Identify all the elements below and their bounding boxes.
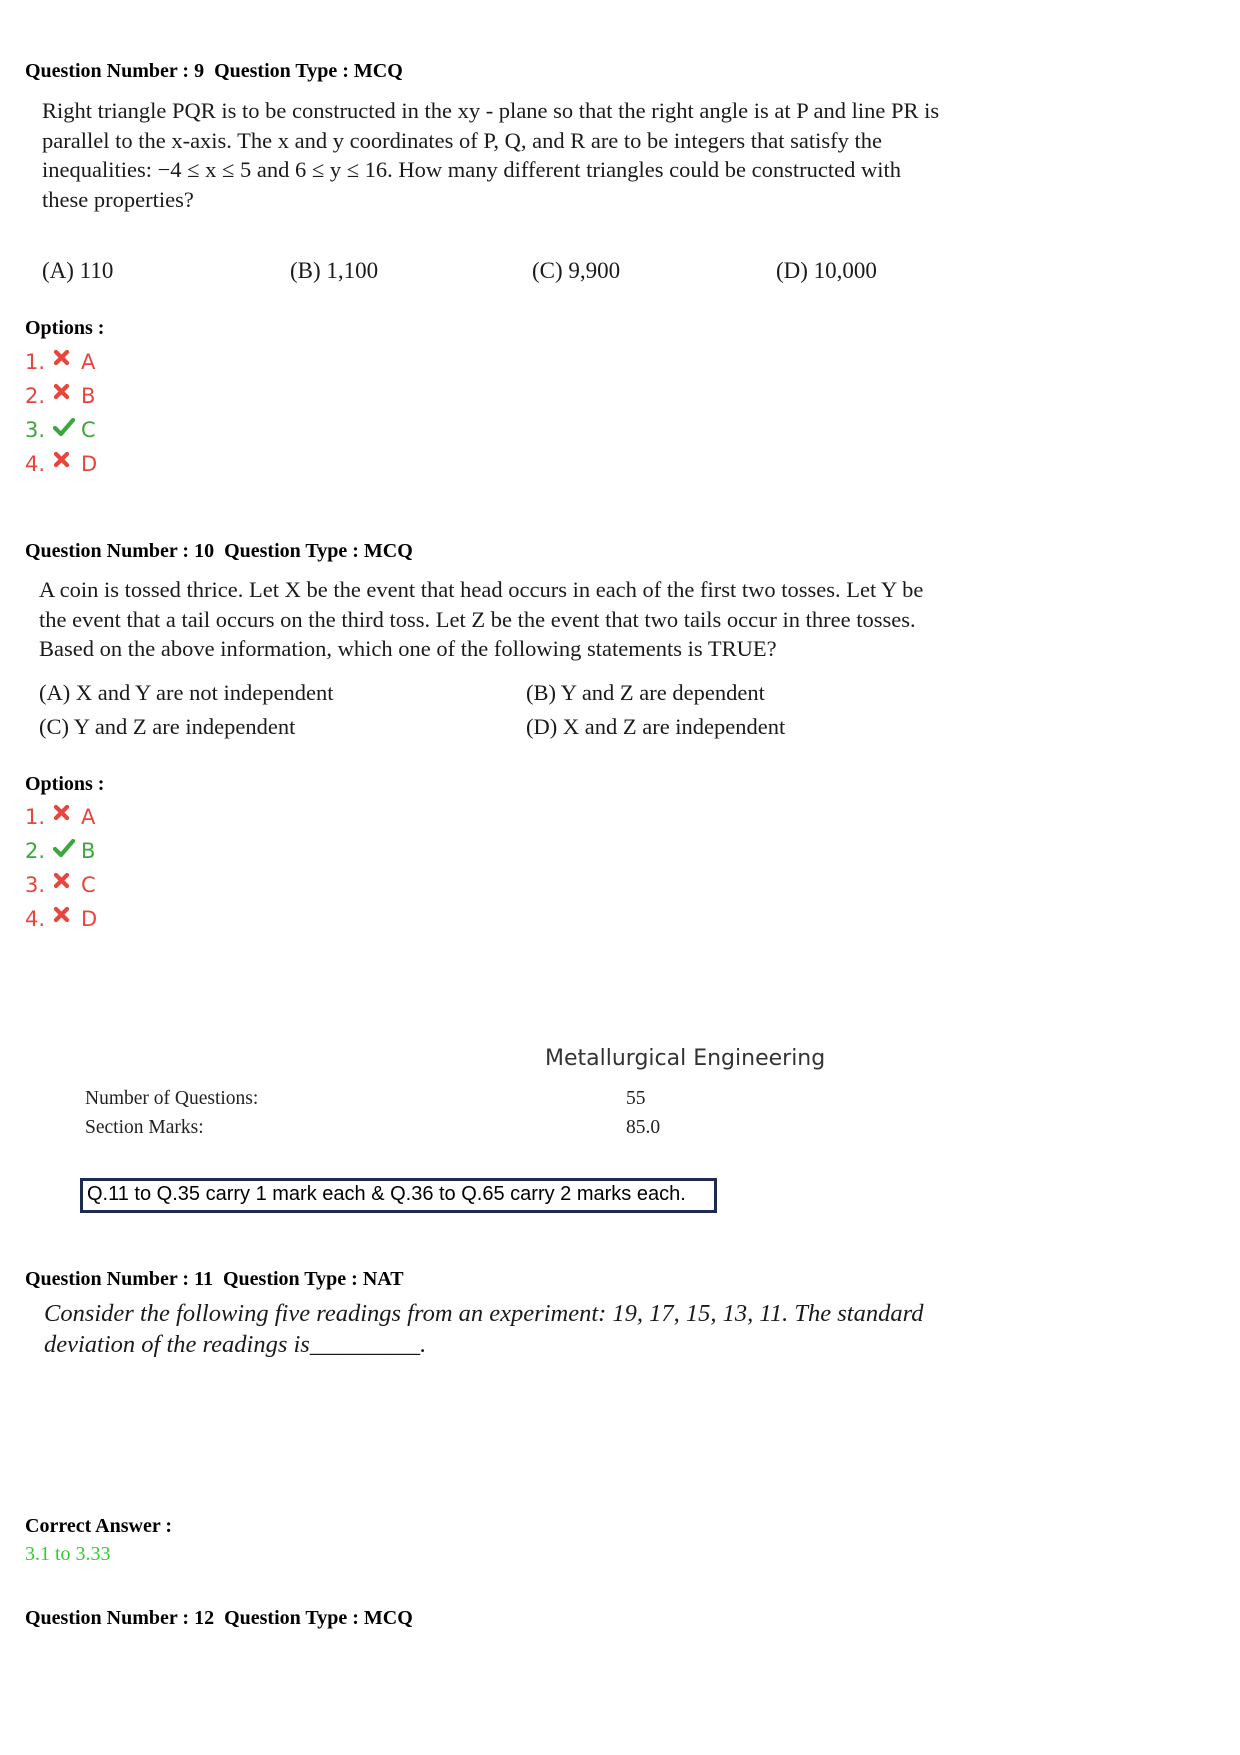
question-text-line: Consider the following five readings from an experiment: 19, 17, 15, 13, 11. The standard [44,1300,924,1327]
option-letter: A [81,805,96,829]
marks-notice: Q.11 to Q.35 carry 1 mark each & Q.36 to Q.65 carry 2 marks each. [80,1178,717,1213]
question-text-line: deviation of the readings is_________. [44,1331,427,1358]
question-text-line: parallel to the x-axis. The x and y coordinates of P, Q, and R are to be integers that satisfy the [42,127,882,153]
options-list [25,345,97,481]
question-11-text [44,1298,923,1360]
choice-a: (A) X and Y are not independent [39,680,334,705]
cross-icon [53,449,77,479]
option-row[interactable] [25,902,97,936]
question-12-header [25,1607,413,1630]
choice-b: (B) Y and Z are dependent [526,680,765,705]
question-10-text [39,575,923,664]
option-number: 1. [25,805,46,829]
options-label: Options : [25,773,105,795]
question-type: Question Type : NAT [222,1268,404,1290]
choice-c: (C) 9,900 [532,258,621,283]
question-text-line: Right triangle PQR is to be constructed in the xy - plane so that the right angle is at P and line PR is [42,98,940,123]
correct-answer-label: Correct Answer : [25,1515,172,1537]
choice-d: (D) X and Z are independent [526,714,786,739]
question-type: Question Type : MCQ [224,1607,413,1629]
option-number: 1. [25,350,46,374]
option-letter: D [81,452,98,476]
option-row[interactable] [25,800,97,834]
option-row[interactable] [25,379,97,413]
choice-a: (A) 110 [42,258,114,283]
question-text-line: these properties? [42,186,194,212]
options-list [25,800,97,936]
cross-icon [53,381,77,411]
question-number: Question Number : 11 [25,1268,213,1290]
question-number: Question Number : 12 [25,1607,215,1629]
option-number: 4. [25,907,46,931]
section-title: Metallurgical Engineering [545,1046,826,1071]
num-questions-label: Number of Questions: [85,1088,259,1109]
check-icon [53,415,77,445]
option-letter: D [81,907,98,931]
option-number: 2. [25,384,46,408]
num-questions-value: 55 [626,1088,646,1109]
option-letter: C [81,873,96,897]
option-row[interactable] [25,413,97,447]
question-number: Question Number : 9 [25,60,205,82]
question-type: Question Type : MCQ [214,60,403,82]
option-row[interactable] [25,345,97,379]
correct-answer-value: 3.1 to 3.33 [25,1543,111,1565]
question-11-header [25,1268,404,1291]
cross-icon [53,904,77,934]
option-number: 4. [25,452,46,476]
option-number: 2. [25,839,46,863]
question-text-line: A coin is tossed thrice. Let X be the event that head occurs in each of the first two tosses. Let Y be [39,577,924,602]
choice-c: (C) Y and Z are independent [39,714,296,739]
option-letter: B [81,839,96,863]
question-text-line: the event that a tail occurs on the third toss. Let Z be the event that two tails occur in three tosses. [39,606,916,632]
option-number: 3. [25,418,46,442]
option-row[interactable] [25,447,97,481]
question-text-line: Based on the above information, which one of the following statements is TRUE? [39,636,777,661]
question-number: Question Number : 10 [25,540,215,562]
cross-icon [53,802,77,832]
option-letter: C [81,418,96,442]
question-10-header [25,540,413,563]
option-row[interactable] [25,834,97,868]
section-marks-label: Section Marks: [85,1117,204,1138]
option-row[interactable] [25,868,97,902]
check-icon [53,836,77,866]
choice-b: (B) 1,100 [290,258,379,283]
options-label: Options : [25,317,105,339]
section-marks-value: 85.0 [626,1117,661,1138]
question-text-line: inequalities: −4 ≤ x ≤ 5 and 6 ≤ y ≤ 16. How many different triangles could be constructed with [42,157,901,182]
question-type: Question Type : MCQ [224,540,413,562]
option-number: 3. [25,873,46,897]
cross-icon [53,347,77,377]
question-9-header [25,60,403,83]
option-letter: B [81,384,96,408]
choice-d: (D) 10,000 [776,258,877,283]
question-9-text [42,96,939,214]
option-letter: A [81,350,96,374]
cross-icon [53,870,77,900]
